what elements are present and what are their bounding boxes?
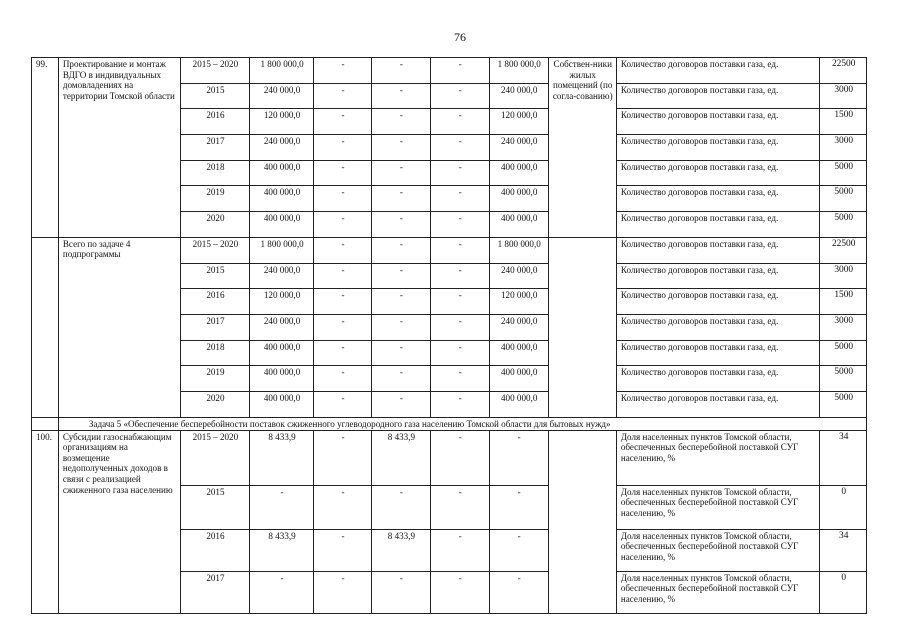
local-budget-cell: - (430, 109, 489, 135)
indicator-value-cell: 5000 (820, 340, 867, 366)
local-budget-cell: - (430, 529, 489, 571)
extrabudgetary-cell: 400 000,0 (489, 391, 548, 417)
regional-budget-cell: - (371, 135, 430, 161)
federal-budget-cell: - (314, 237, 372, 263)
year-cell: 2015 – 2020 (180, 430, 249, 485)
total-amount-cell: 1 800 000,0 (250, 237, 314, 263)
indicator-value-cell: 5000 (820, 212, 867, 238)
local-budget-cell: - (430, 314, 489, 340)
local-budget-cell: - (430, 430, 489, 485)
total-amount-cell: 240 000,0 (250, 263, 314, 289)
indicator-value-cell: 1500 (820, 109, 867, 135)
extrabudgetary-cell: 400 000,0 (489, 366, 548, 392)
indicator-value-cell: 3000 (820, 263, 867, 289)
extrabudgetary-cell: 400 000,0 (489, 212, 548, 238)
indicator-cell: Доля населенных пунктов Томской области, обеспеченных бесперебойной поставкой СУГ населению, % (616, 571, 820, 613)
year-cell: 2017 (180, 314, 249, 340)
local-budget-cell: - (430, 237, 489, 263)
year-cell: 2019 (180, 186, 249, 212)
program-table (31, 57, 867, 614)
row-number-cell: 99. (32, 58, 59, 238)
total-amount-cell: 8 433,9 (250, 430, 314, 485)
regional-budget-cell: - (371, 314, 430, 340)
table-row (32, 237, 867, 263)
indicator-cell: Доля населенных пунктов Томской области, обеспеченных бесперебойной поставкой СУГ населению, % (616, 430, 820, 485)
year-cell: 2015 (180, 83, 249, 109)
local-budget-cell: - (430, 186, 489, 212)
federal-budget-cell: - (314, 485, 372, 529)
total-amount-cell: 120 000,0 (250, 289, 314, 315)
extrabudgetary-cell: - (489, 485, 548, 529)
extrabudgetary-cell: 400 000,0 (489, 160, 548, 186)
total-amount-cell: 240 000,0 (250, 83, 314, 109)
year-cell: 2015 (180, 485, 249, 529)
regional-budget-cell: - (371, 186, 430, 212)
local-budget-cell: - (430, 485, 489, 529)
extrabudgetary-cell: 1 800 000,0 (489, 58, 548, 84)
year-cell: 2020 (180, 212, 249, 238)
indicator-cell: Количество договоров поставки газа, ед. (616, 83, 820, 109)
regional-budget-cell: - (371, 109, 430, 135)
indicator-value-cell: 0 (820, 571, 867, 613)
regional-budget-cell: - (371, 485, 430, 529)
extrabudgetary-cell: 120 000,0 (489, 109, 548, 135)
year-cell: 2015 – 2020 (180, 237, 249, 263)
regional-budget-cell: - (371, 340, 430, 366)
extrabudgetary-cell: - (489, 529, 548, 571)
federal-budget-cell: - (314, 212, 372, 238)
regional-budget-cell: - (371, 160, 430, 186)
indicator-cell: Доля населенных пунктов Томской области, обеспеченных бесперебойной поставкой СУГ населению, % (616, 529, 820, 571)
regional-budget-cell: - (371, 366, 430, 392)
year-cell: 2018 (180, 340, 249, 366)
federal-budget-cell: - (314, 391, 372, 417)
regional-budget-cell: - (371, 58, 430, 84)
regional-budget-cell: - (371, 289, 430, 315)
year-cell: 2016 (180, 289, 249, 315)
row-number-cell (32, 237, 59, 417)
activity-name-cell: Проектирование и монтаж ВДГО в индивидуальных домовладениях на территории Томской области (58, 58, 180, 238)
year-cell: 2018 (180, 160, 249, 186)
year-cell: 2017 (180, 571, 249, 613)
indicator-value-cell: 5000 (820, 186, 867, 212)
row-number-cell (32, 417, 59, 430)
federal-budget-cell: - (314, 109, 372, 135)
total-amount-cell: 400 000,0 (250, 160, 314, 186)
indicator-value-cell: 3000 (820, 135, 867, 161)
indicator-cell: Количество договоров поставки газа, ед. (616, 366, 820, 392)
total-amount-cell: 240 000,0 (250, 314, 314, 340)
indicator-cell: Количество договоров поставки газа, ед. (616, 212, 820, 238)
federal-budget-cell: - (314, 186, 372, 212)
extrabudgetary-cell: 240 000,0 (489, 135, 548, 161)
federal-budget-cell: - (314, 314, 372, 340)
total-amount-cell: 8 433,9 (250, 529, 314, 571)
local-budget-cell: - (430, 366, 489, 392)
executor-cell: Собствен-ники жилых помещений (по согла-сованию) (548, 58, 616, 238)
federal-budget-cell: - (314, 263, 372, 289)
total-amount-cell: 400 000,0 (250, 212, 314, 238)
extrabudgetary-cell: 240 000,0 (489, 83, 548, 109)
year-cell: 2020 (180, 391, 249, 417)
indicator-value-cell: 22500 (820, 58, 867, 84)
total-amount-cell: 240 000,0 (250, 135, 314, 161)
federal-budget-cell: - (314, 340, 372, 366)
year-cell: 2017 (180, 135, 249, 161)
regional-budget-cell: - (371, 263, 430, 289)
local-budget-cell: - (430, 571, 489, 613)
federal-budget-cell: - (314, 366, 372, 392)
local-budget-cell: - (430, 263, 489, 289)
indicator-value-cell: 34 (820, 529, 867, 571)
extrabudgetary-cell: 240 000,0 (489, 263, 548, 289)
federal-budget-cell: - (314, 529, 372, 571)
local-budget-cell: - (430, 212, 489, 238)
indicator-cell: Количество договоров поставки газа, ед. (616, 160, 820, 186)
year-cell: 2016 (180, 529, 249, 571)
total-amount-cell: 1 800 000,0 (250, 58, 314, 84)
indicator-value-cell: 3000 (820, 83, 867, 109)
extrabudgetary-cell: 240 000,0 (489, 314, 548, 340)
row-number-cell: 100. (32, 430, 59, 613)
indicator-cell: Количество договоров поставки газа, ед. (616, 135, 820, 161)
regional-budget-cell: 8 433,9 (371, 430, 430, 485)
indicator-cell: Количество договоров поставки газа, ед. (616, 289, 820, 315)
federal-budget-cell: - (314, 135, 372, 161)
federal-budget-cell: - (314, 571, 372, 613)
indicator-value-cell: 5000 (820, 391, 867, 417)
local-budget-cell: - (430, 58, 489, 84)
extrabudgetary-cell: 400 000,0 (489, 340, 548, 366)
federal-budget-cell: - (314, 160, 372, 186)
local-budget-cell: - (430, 160, 489, 186)
federal-budget-cell: - (314, 289, 372, 315)
indicator-cell: Количество договоров поставки газа, ед. (616, 340, 820, 366)
extrabudgetary-cell: 400 000,0 (489, 186, 548, 212)
total-amount-cell: 400 000,0 (250, 186, 314, 212)
executor-cell (548, 430, 616, 613)
indicator-value-cell: 34 (820, 430, 867, 485)
task5-title: Задача 5 «Обеспечение бесперебойности поставок сжиженного углеводородного газа населению Томской области для бытовых нужд» (58, 417, 866, 430)
regional-budget-cell: - (371, 571, 430, 613)
total-amount-cell: - (250, 485, 314, 529)
local-budget-cell: - (430, 340, 489, 366)
table-body (32, 58, 867, 614)
indicator-cell: Количество договоров поставки газа, ед. (616, 391, 820, 417)
federal-budget-cell: - (314, 430, 372, 485)
table-row (32, 430, 867, 485)
indicator-value-cell: 5000 (820, 160, 867, 186)
year-cell: 2015 – 2020 (180, 58, 249, 84)
regional-budget-cell: - (371, 83, 430, 109)
regional-budget-cell: - (371, 391, 430, 417)
executor-cell (548, 237, 616, 417)
regional-budget-cell: - (371, 237, 430, 263)
indicator-value-cell: 5000 (820, 366, 867, 392)
federal-budget-cell: - (314, 83, 372, 109)
local-budget-cell: - (430, 391, 489, 417)
federal-budget-cell: - (314, 58, 372, 84)
extrabudgetary-cell: 120 000,0 (489, 289, 548, 315)
task-header-row (32, 417, 867, 430)
year-cell: 2015 (180, 263, 249, 289)
regional-budget-cell: - (371, 212, 430, 238)
total-amount-cell: 400 000,0 (250, 391, 314, 417)
indicator-cell: Количество договоров поставки газа, ед. (616, 263, 820, 289)
total-amount-cell: 400 000,0 (250, 366, 314, 392)
local-budget-cell: - (430, 83, 489, 109)
indicator-value-cell: 22500 (820, 237, 867, 263)
extrabudgetary-cell: 1 800 000,0 (489, 237, 548, 263)
year-cell: 2016 (180, 109, 249, 135)
total-amount-cell: - (250, 571, 314, 613)
extrabudgetary-cell: - (489, 430, 548, 485)
indicator-value-cell: 0 (820, 485, 867, 529)
extrabudgetary-cell: - (489, 571, 548, 613)
activity-name-cell: Субсидии газоснабжающим организациям на возмещение недополученных доходов в связи с реализацией сжиженного газа населению (58, 430, 180, 613)
indicator-cell: Количество договоров поставки газа, ед. (616, 109, 820, 135)
indicator-cell: Количество договоров поставки газа, ед. (616, 58, 820, 84)
activity-name-cell: Всего по задаче 4 подпрограммы (58, 237, 180, 417)
local-budget-cell: - (430, 135, 489, 161)
total-amount-cell: 120 000,0 (250, 109, 314, 135)
regional-budget-cell: 8 433,9 (371, 529, 430, 571)
page-number: 76 (454, 30, 466, 44)
indicator-value-cell: 3000 (820, 314, 867, 340)
total-amount-cell: 400 000,0 (250, 340, 314, 366)
indicator-cell: Количество договоров поставки газа, ед. (616, 314, 820, 340)
table-row (32, 58, 867, 84)
indicator-cell: Количество договоров поставки газа, ед. (616, 186, 820, 212)
indicator-cell: Количество договоров поставки газа, ед. (616, 237, 820, 263)
local-budget-cell: - (430, 289, 489, 315)
indicator-value-cell: 1500 (820, 289, 867, 315)
year-cell: 2019 (180, 366, 249, 392)
indicator-cell: Доля населенных пунктов Томской области, обеспеченных бесперебойной поставкой СУГ населению, % (616, 485, 820, 529)
